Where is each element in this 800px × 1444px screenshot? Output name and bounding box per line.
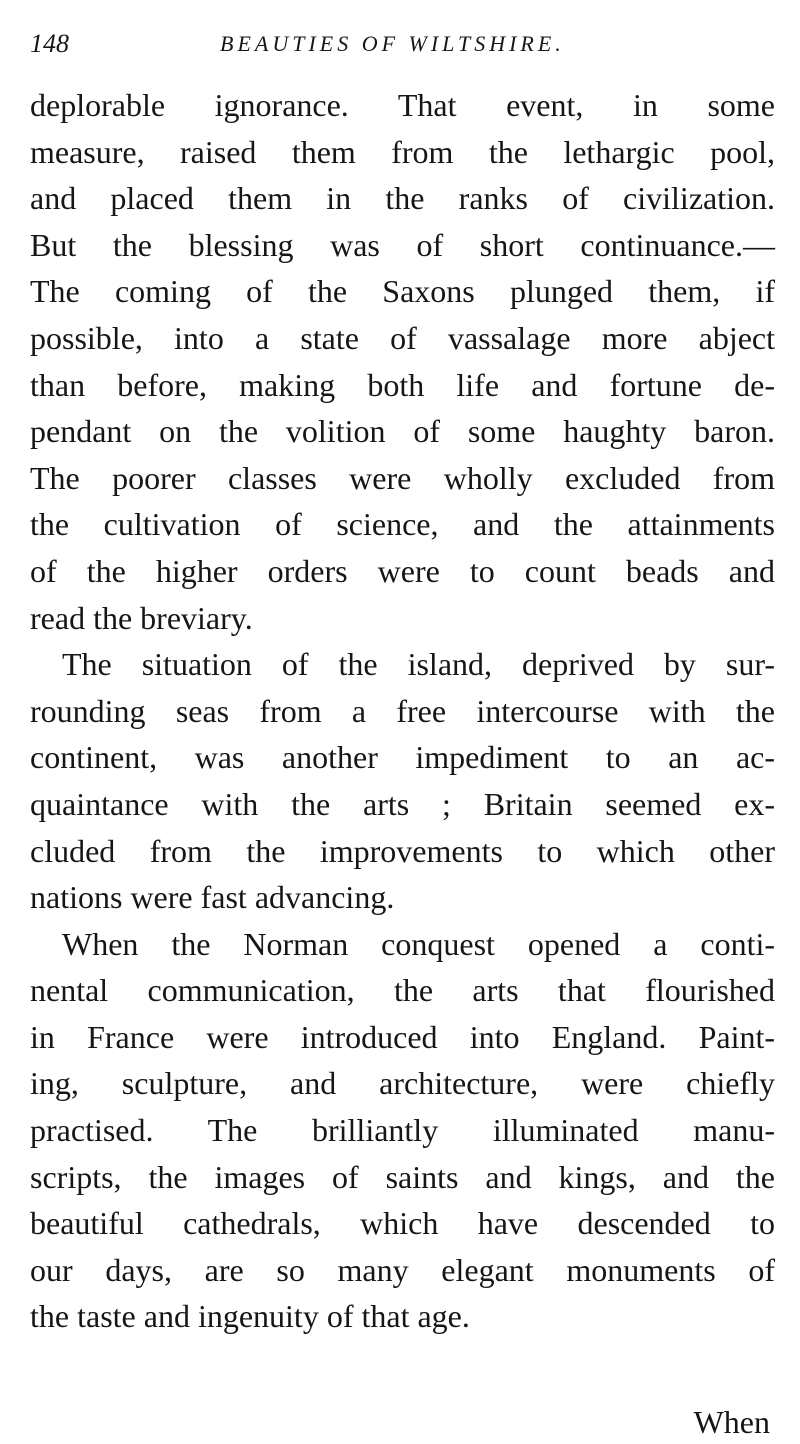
text-line: our days, are so many elegant monuments of [30,1251,775,1288]
text-line: continent, was another impediment to an ac- [30,739,775,776]
text-line: The coming of the Saxons plunged them, if [30,273,775,310]
text-line: cluded from the improvements to which other [30,832,775,869]
catchword: When [693,1404,770,1440]
text-line: the cultivation of science, and the attainments [30,506,775,543]
text-line: When the Norman conquest opened a conti- [62,925,775,962]
text-line: in France were introduced into England. Paint- [30,1018,775,1055]
running-head [30,24,775,64]
text-line: beautiful cathedrals, which have descended to [30,1205,775,1242]
paragraph-2 [30,641,775,921]
text-line: possible, into a state of vassalage more abject [30,319,775,356]
text-line: and placed them in the ranks of civilization. [30,180,775,217]
text-line: practised. The brilliantly illuminated manu- [30,1112,775,1149]
text-line: ing, sculpture, and architecture, were chiefly [30,1065,775,1102]
text-line: But the blessing was of short continuance.— [30,226,775,263]
text-line: pendant on the volition of some haughty baron. [30,413,775,450]
text-line: rounding seas from a free intercourse with the [30,692,775,729]
text-line: quaintance with the arts ; Britain seemed ex- [30,785,775,822]
text-line: nations were fast advancing. [30,879,395,916]
text-line: read the breviary. [30,599,253,636]
paragraph-3 [30,921,775,1340]
running-title: BEAUTIES OF WILTSHIRE. [220,31,565,56]
text-line: nental communication, the arts that flourished [30,972,775,1009]
text-line: scripts, the images of saints and kings, and the [30,1158,775,1195]
text-line: than before, making both life and fortune de- [30,366,775,403]
page-number: 148 [30,29,69,58]
text-line: of the higher orders were to count beads and [30,552,775,589]
text-line: measure, raised them from the lethargic pool, [30,133,775,170]
text-line: The situation of the island, deprived by sur- [62,646,775,683]
body-text [30,82,775,1340]
text-line: The poorer classes were wholly excluded from [30,459,775,496]
text-line: deplorable ignorance. That event, in some [30,87,775,123]
text-line: the taste and ingenuity of that age. [30,1298,470,1335]
paragraph-1 [30,82,775,641]
